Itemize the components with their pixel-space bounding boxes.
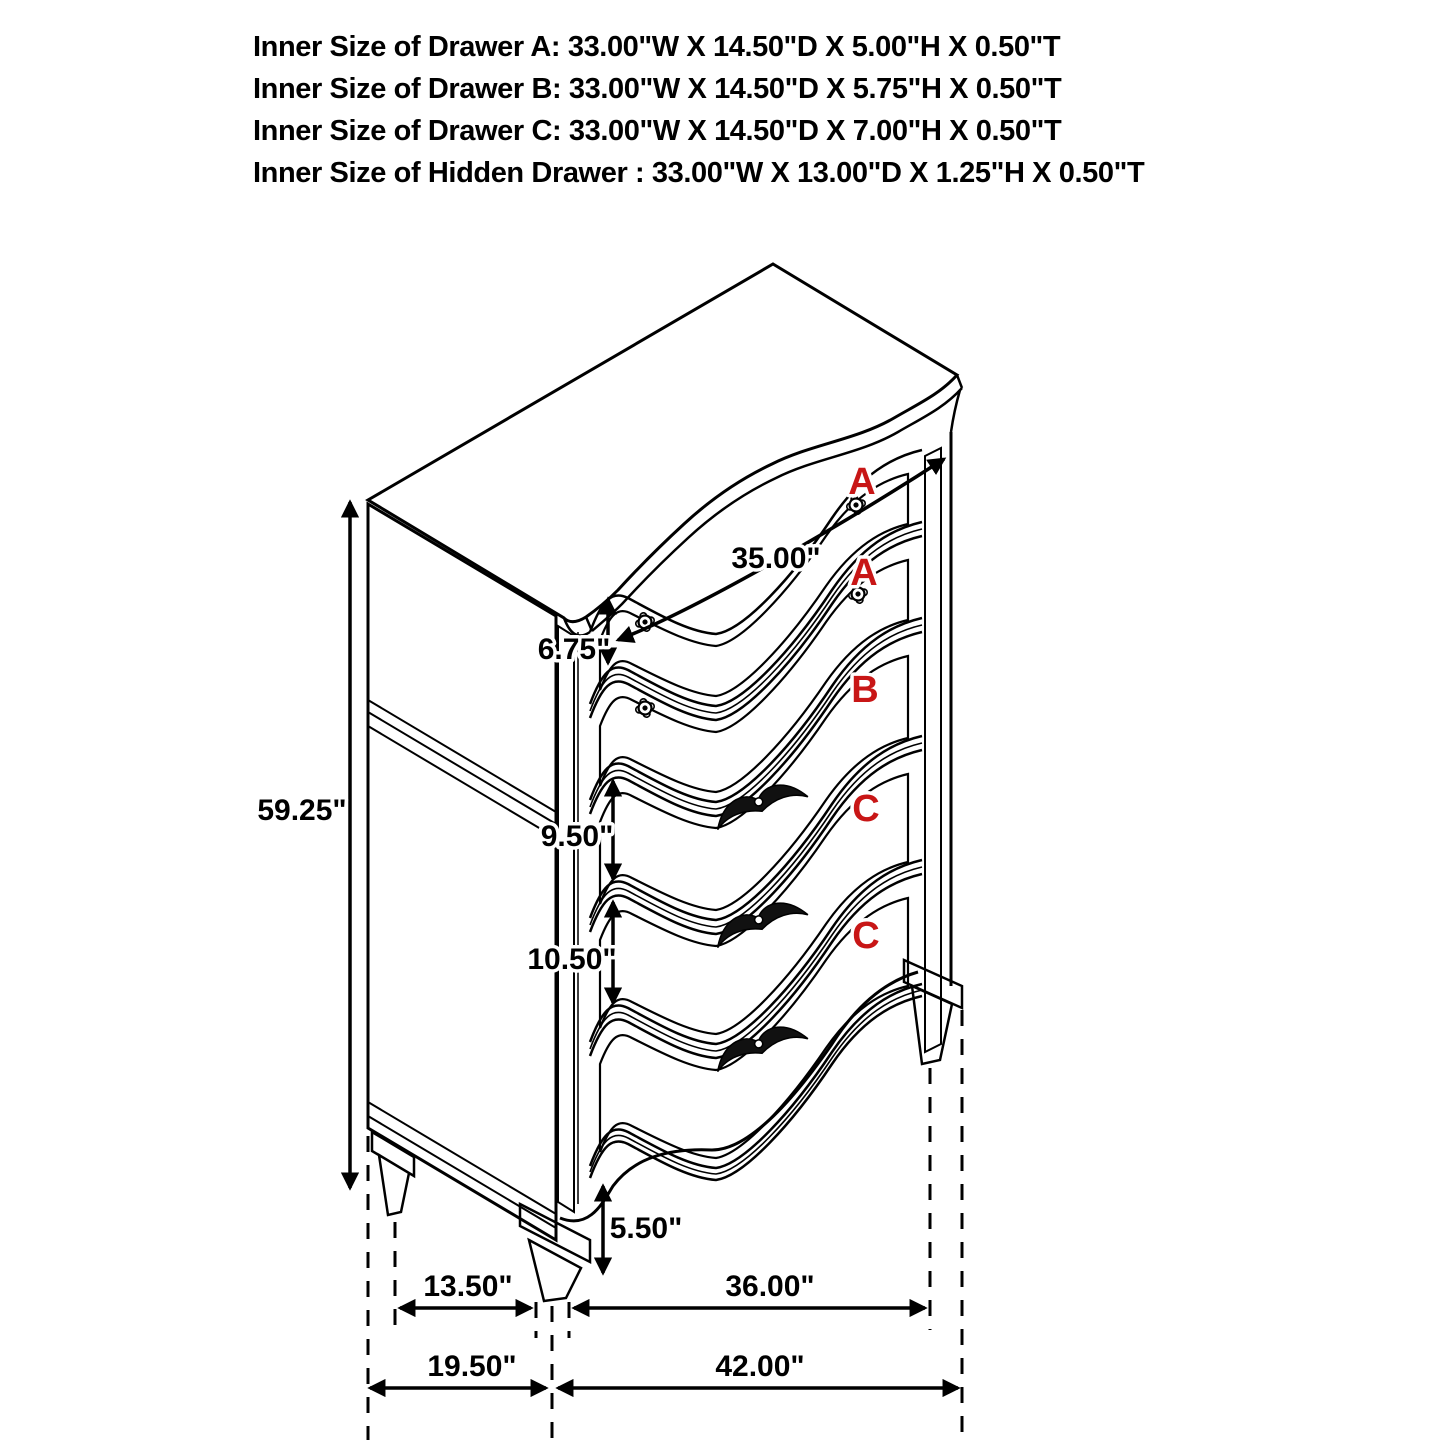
inner-size-drawer-b: Inner Size of Drawer B: 33.00"W X 14.50"D X 5.75"H X 0.50"T bbox=[253, 73, 1062, 105]
front-apron-bottom bbox=[560, 972, 918, 1221]
left-side-mid-molding bbox=[368, 700, 556, 838]
inner-size-hidden-drawer: Inner Size of Hidden Drawer : 33.00"W X 13.00"D X 1.25"H X 0.50"T bbox=[253, 157, 1145, 189]
drawer-label-a1: A bbox=[848, 461, 876, 503]
drawer-label-a2: A bbox=[850, 552, 878, 594]
dim-top-front-width: 35.00" bbox=[731, 542, 821, 575]
left-front-stile bbox=[558, 626, 574, 1212]
drawer-label-c2: C bbox=[852, 915, 880, 957]
right-front-stile bbox=[925, 448, 941, 1052]
dim-leg-height: 5.50" bbox=[609, 1212, 683, 1245]
dim-overall-depth: 19.50" bbox=[427, 1350, 517, 1383]
drawer-c2-handle bbox=[710, 1018, 808, 1072]
inner-size-drawer-a: Inner Size of Drawer A: 33.00"W X 14.50"D X 5.00"H X 0.50"T bbox=[253, 31, 1061, 63]
dim-base-width: 36.00" bbox=[725, 1270, 815, 1303]
back-left-leg bbox=[372, 1132, 414, 1215]
chest-top-front-edge bbox=[592, 388, 962, 631]
dim-overall-width: 42.00" bbox=[715, 1350, 805, 1383]
chest-drawing bbox=[368, 264, 962, 1301]
left-side-panel bbox=[368, 504, 556, 1240]
drawer-c1-handle bbox=[710, 894, 808, 948]
drawer-a2-knob-left bbox=[633, 696, 656, 719]
dim-overall-height: 59.25" bbox=[257, 794, 347, 827]
dim-base-depth: 13.50" bbox=[423, 1270, 513, 1303]
dim-lower-drawer-height: 10.50" bbox=[527, 943, 617, 976]
dim-middle-drawer-height: 9.50" bbox=[540, 820, 614, 853]
dim-top-drawer-height: 6.75" bbox=[537, 633, 611, 666]
drawer-b-handle bbox=[710, 776, 808, 830]
drawer-label-c1: C bbox=[852, 788, 880, 830]
inner-size-drawer-c: Inner Size of Drawer C: 33.00"W X 14.50"D X 7.00"H X 0.50"T bbox=[253, 115, 1062, 147]
chest-legs bbox=[372, 960, 962, 1301]
drawer-label-b: B bbox=[851, 669, 879, 711]
